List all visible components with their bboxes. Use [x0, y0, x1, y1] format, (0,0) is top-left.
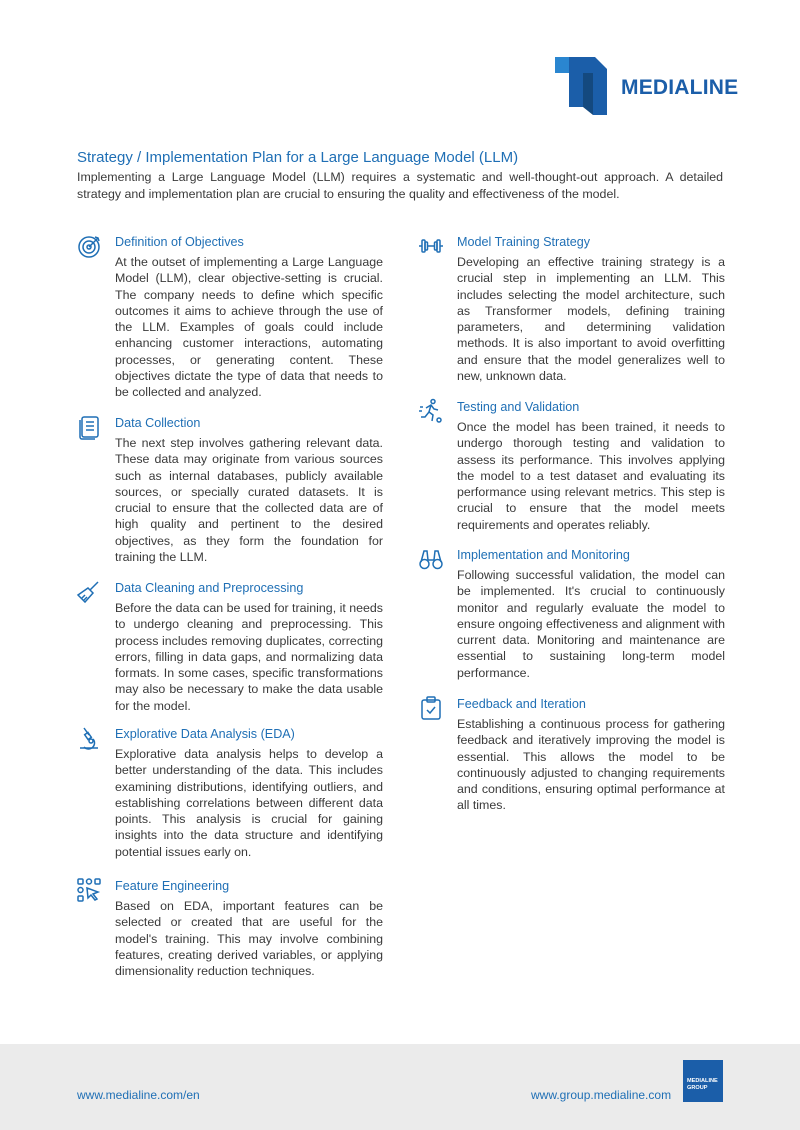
section-title: Definition of Objectives — [115, 235, 244, 249]
section-data-collection — [115, 416, 383, 565]
section-title: Implementation and Monitoring — [457, 548, 630, 562]
section-title: Model Training Strategy — [457, 235, 591, 249]
section-title: Explorative Data Analysis (EDA) — [115, 727, 295, 741]
medialine-logo-text: MEDIALINE — [621, 76, 739, 99]
medialine-logo — [555, 57, 739, 115]
section-text: At the outset of implementing a Large Language Model (LLM), clear objective-setting is crucial. The company needs to define which specific outcomes it aims to achieve through the use of the LLM. Examples of goals could include enhancing customer interactions, automating processes, or generating content. These objectives dictate the type of data that needs to be collected and analyzed. — [115, 255, 383, 400]
section-text: Following successful validation, the model can be implemented. It's crucial to continuously monitor and regularly evaluate the model to ensure ongoing effectiveness and alignment with current data. Monitoring and maintenance are essential to sustaining long-term model performance. — [457, 568, 725, 680]
section-text: Explorative data analysis helps to develop a better understanding of the data. This includes examining distributions, identifying outliers, and establishing correlations between different data points. This analysis is crucial for gaining insights into the data structure and identifying potential issues early on. — [115, 747, 383, 859]
section-text: Developing an effective training strategy is a crucial step in implementing an LLM. This includes selecting the model architecture, such as Transformer models, defining training parameters, and determining validation methods. It is also important to avoid overfitting and ensure that the model generalizes well to new, unknown data. — [457, 255, 725, 384]
badge-line-1: MEDIALINE — [687, 1078, 718, 1084]
section-feature-engineering — [115, 879, 383, 979]
footer-group-website-link[interactable]: www.group.medialine.com — [531, 1088, 672, 1102]
microscope-icon — [76, 725, 102, 751]
section-model-training — [457, 235, 725, 384]
medialine-logo-mark — [555, 57, 615, 115]
section-data-cleaning — [115, 581, 383, 714]
clipboard-check-icon — [418, 695, 444, 721]
section-feedback-iteration — [457, 697, 725, 814]
section-eda — [115, 727, 383, 860]
page-title: Strategy / Implementation Plan for a Large Language Model (LLM) — [77, 149, 519, 166]
section-text: Based on EDA, important features can be selected or created that are useful for the model's training. This may involve combining features, creating derived variables, or applying dimensionality reduction techniques. — [115, 899, 383, 979]
section-definition-of-objectives — [115, 235, 383, 401]
section-text: The next step involves gathering relevant data. These data may originate from various sources such as internal databases, publicly available sources, or specially curated datasets. It is crucial to ensure that the collected data are of high quality and pertinent to the desired objectives, as they form the foundation for training the LLM. — [115, 436, 383, 565]
section-implementation-monitoring — [457, 548, 725, 681]
section-text: Once the model has been trained, it needs to undergo thorough testing and validation to assess its performance. This involves applying the model to a test dataset and evaluating its performance using relevant metrics. This step is crucial to ensure that the model meets requirements and operates reliably. — [457, 420, 725, 532]
footer-website-link[interactable]: www.medialine.com/en — [77, 1088, 200, 1102]
section-title: Data Cleaning and Preprocessing — [115, 581, 304, 595]
section-testing-validation — [457, 400, 725, 533]
section-text: Before the data can be used for training, it needs to undergo cleaning and preprocessing. This process includes removing duplicates, correcting errors, filling in data gaps, and normalizing data formats. In some cases, specific transformations may also be necessary to make the data usable for the model. — [115, 601, 383, 713]
section-title: Feature Engineering — [115, 879, 230, 893]
badge-line-2: GROUP — [687, 1085, 708, 1091]
target-icon — [76, 233, 102, 259]
medialine-group-badge — [683, 1060, 723, 1102]
section-text: Establishing a continuous process for gathering feedback and iteratively improving the model is essential. This allows the model to be continuously adjusted to changing requirements and conditions, ensuring optimal performance at all times. — [457, 717, 725, 813]
section-title: Testing and Validation — [457, 400, 580, 414]
runner-icon — [418, 398, 444, 424]
intro-text: Implementing a Large Language Model (LLM) requires a systematic and well-thought-out approach. A detailed strategy and implementation plan are crucial to ensuring the quality and effectiveness of the model. — [77, 170, 723, 201]
section-title: Feedback and Iteration — [457, 697, 586, 711]
broom-icon — [76, 579, 102, 605]
footer — [0, 1044, 800, 1130]
dumbbell-icon — [418, 233, 444, 259]
selection-cursor-icon — [76, 877, 102, 903]
documents-icon — [76, 414, 102, 440]
section-title: Data Collection — [115, 416, 201, 430]
binoculars-icon — [418, 546, 444, 572]
